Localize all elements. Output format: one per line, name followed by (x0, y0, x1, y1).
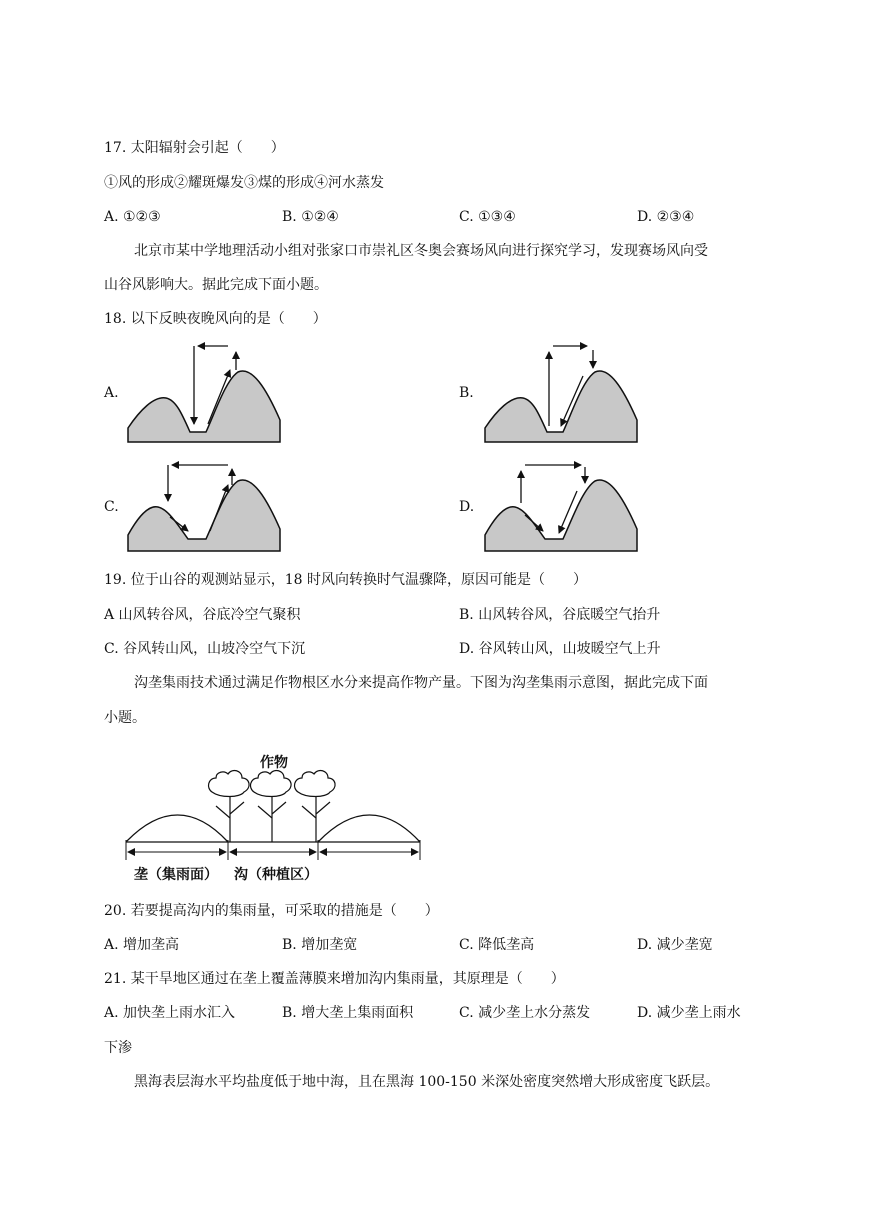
q18-stem: 18. 以下反映夜晚风向的是（ ） (104, 311, 327, 327)
q17-stem: 17. 太阳辐射会引起（ ） (104, 140, 285, 156)
q17-option-d: D. ②③④ (637, 209, 695, 225)
q20-option-a: A. 增加垄高 (104, 937, 180, 953)
mountain-figure-b (483, 340, 639, 446)
q17-items: ①风的形成②耀斑爆发③煤的形成④河水蒸发 (104, 175, 384, 191)
passage2-line2: 小题。 (104, 710, 146, 726)
q18-label-c: C. (104, 499, 119, 515)
furrow-label: 沟（种植区） (234, 867, 318, 883)
q19-option-c: C. 谷风转山风，山坡冷空气下沉 (104, 641, 306, 657)
q17-option-c: C. ①③④ (459, 209, 516, 225)
q18-label-b: B. (459, 385, 474, 401)
q17-option-a: A. ①②③ (104, 209, 161, 225)
q19-option-b: B. 山风转谷风，谷底暖空气抬升 (459, 607, 661, 623)
q21-option-a: A. 加快垄上雨水汇入 (104, 1005, 236, 1021)
q17-option-b: B. ①②④ (282, 209, 339, 225)
mountain-figure-c (126, 455, 282, 555)
ridge-furrow-diagram (120, 748, 430, 888)
crop-label: 作物 (260, 755, 288, 771)
mountain-figure-d (483, 455, 639, 555)
q20-option-c: C. 降低垄高 (459, 937, 535, 953)
q21-option-d-continuation: 下渗 (104, 1040, 132, 1056)
q20-option-d: D. 减少垄宽 (637, 937, 713, 953)
q20-option-b: B. 增加垄宽 (282, 937, 358, 953)
q18-label-a: A. (104, 385, 119, 401)
q21-stem: 21. 某干旱地区通过在垄上覆盖薄膜来增加沟内集雨量，其原理是（ ） (104, 971, 565, 987)
ridge-label: 垄（集雨面） (134, 867, 218, 883)
q19-stem: 19. 位于山谷的观测站显示，18 时风向转换时气温骤降，原因可能是（ ） (104, 572, 587, 588)
passage3-line1: 黑海表层海水平均盐度低于地中海，且在黑海 100-150 米深处密度突然增大形成密度飞跃层。 (134, 1074, 720, 1090)
passage1-line2: 山谷风影响大。据此完成下面小题。 (104, 277, 328, 293)
q20-stem: 20. 若要提高沟内的集雨量，可采取的措施是（ ） (104, 903, 439, 919)
passage1-line1: 北京市某中学地理活动小组对张家口市崇礼区冬奥会赛场风向进行探究学习，发现赛场风向受 (134, 243, 708, 259)
mountain-figure-a (126, 340, 282, 446)
q19-option-d: D. 谷风转山风，山坡暖空气上升 (459, 641, 661, 657)
q18-label-d: D. (459, 499, 475, 515)
q21-option-d: D. 减少垄上雨水 (637, 1005, 741, 1021)
passage2-line1: 沟垄集雨技术通过满足作物根区水分来提高作物产量。下图为沟垄集雨示意图，据此完成下面 (134, 675, 708, 691)
q19-option-a: A 山风转谷风，谷底冷空气聚积 (104, 607, 301, 623)
q21-option-c: C. 减少垄上水分蒸发 (459, 1005, 591, 1021)
q21-option-b: B. 增大垄上集雨面积 (282, 1005, 414, 1021)
